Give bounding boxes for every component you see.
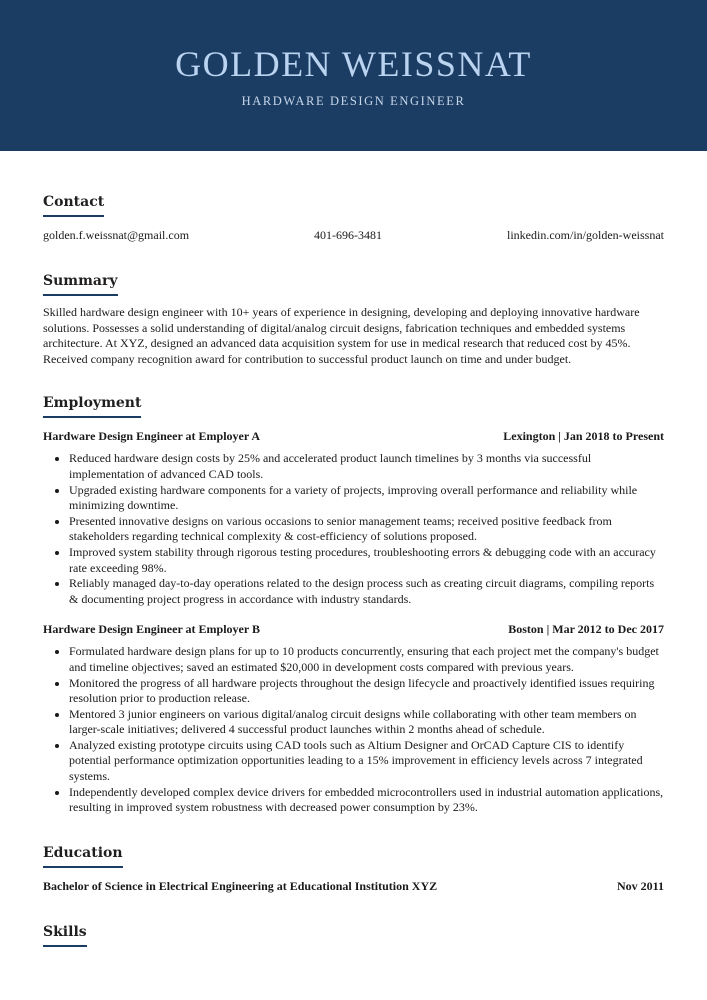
job-location-dates: Boston | Mar 2012 to Dec 2017	[508, 622, 664, 637]
education-row	[43, 879, 664, 893]
job-bullet: • Monitored the progress of all hardware projects throughout the design lifecycle and proactively identified issues requiring resolution prior to production release.	[69, 676, 664, 707]
job-bullet: • Reduced hardware design costs by 25% and accelerated product launch timelines by 3 months via successful implementation of advanced CAD tools.	[69, 451, 664, 482]
job-bullet: • Formulated hardware design plans for up to 10 products concurrently, ensuring that each project met the company's budget and timeline objectives; saved an estimated $20,000 in development costs compared with previous years.	[69, 644, 664, 675]
job-bullet: • Independently developed complex device drivers for embedded microcontrollers used in industrial automation applications, resulting in improved system robustness with decreased power consumption by 23%.	[69, 785, 664, 816]
skills-section-title: Skills	[43, 923, 87, 947]
summary-text: Skilled hardware design engineer with 10+ years of experience in designing, developing and deploying innovative hardware solutions. Possesses a solid understanding of digital/analog circuit designs, fabrication techniques and embedded systems architecture. At XYZ, designed an advanced data acquisition system for use in medical research that reduced cost by 45%. Received company recognition award for contribution to successful product launch on time and under budget.	[43, 305, 640, 366]
contact-row	[43, 228, 664, 242]
job-bullet-list	[43, 451, 664, 607]
candidate-role: HARDWARE DESIGN ENGINEER	[241, 94, 466, 108]
employment-section-title: Employment	[43, 394, 141, 418]
job-heading	[43, 429, 664, 443]
job-bullet: • Mentored 3 junior engineers on various digital/analog circuit designs while collaborating with other team members on larger-scale initiatives; delivered 4 successful product launches within 2 months ahead of schedule.	[69, 707, 664, 738]
contact-linkedin: linkedin.com/in/golden-weissnat	[507, 228, 664, 242]
job-location-dates: Lexington | Jan 2018 to Present	[503, 429, 664, 444]
contact-section-title: Contact	[43, 193, 104, 217]
job-bullet: • Improved system stability through rigorous testing procedures, troubleshooting errors & debugging code with an accuracy rate exceeding 98%.	[69, 545, 664, 576]
summary-section-title: Summary	[43, 272, 118, 296]
job-title: Hardware Design Engineer at Employer A	[43, 429, 260, 444]
resume-body	[0, 151, 707, 947]
education-degree: Bachelor of Science in Electrical Engineering at Educational Institution XYZ	[43, 878, 438, 893]
job-bullet: • Reliably managed day-to-day operations related to the design process such as creating circuit diagrams, compiling reports & documenting project progress in accordance with industry standards.	[69, 576, 664, 607]
resume-header	[0, 0, 707, 151]
education-section-title: Education	[43, 844, 123, 868]
job-bullet: • Analyzed existing prototype circuits using CAD tools such as Altium Designer and OrCAD Capture CIS to identify potential performance optimization opportunities leading to a 15% improvement in efficiency levels across 7 integrated systems.	[69, 738, 664, 785]
job-bullet: • Presented innovative designs on various occasions to senior management teams; received positive feedback from stakeholders regarding technical complexity & cost-efficiency of solutions proposed.	[69, 514, 664, 545]
job-bullet: • Upgraded existing hardware components for a variety of projects, improving overall performance and reliability while minimizing downtime.	[69, 483, 664, 514]
job-heading	[43, 622, 664, 636]
education-date: Nov 2011	[616, 878, 664, 893]
candidate-name: GOLDEN WEISSNAT	[175, 44, 532, 84]
contact-email: golden.f.weissnat@gmail.com	[43, 228, 190, 242]
job-title: Hardware Design Engineer at Employer B	[43, 622, 260, 637]
contact-phone: 401-696-3481	[314, 228, 383, 242]
job-bullet-list	[43, 644, 664, 816]
